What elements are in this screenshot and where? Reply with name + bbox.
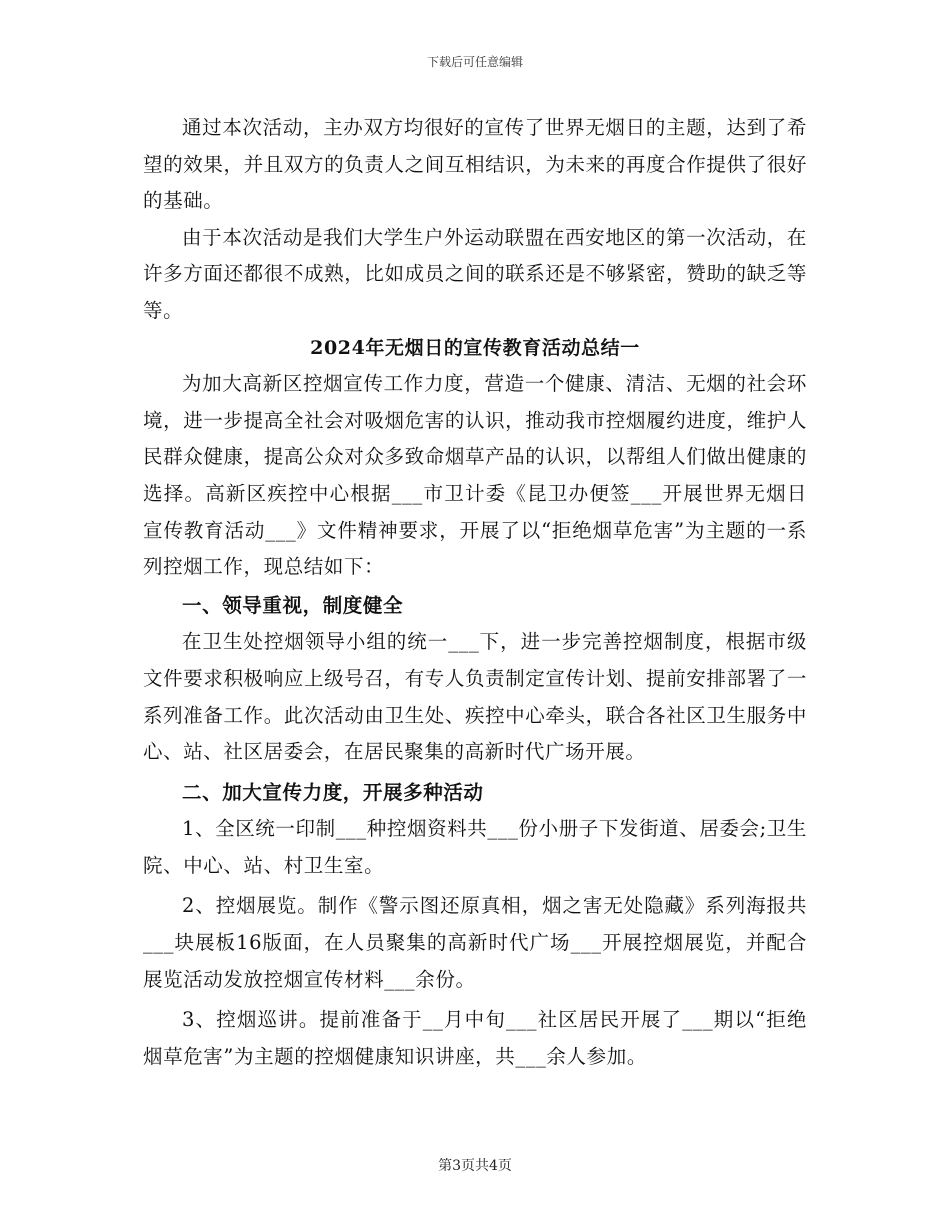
paragraph-publicity-exhibition: 2、控烟展览。制作《警示图还原真相，烟之害无处隐藏》系列海报共___块展板16版面，在人员聚集的高新时代广场___开展控烟展览，并配合展览活动发放控烟宣传材料___余份。 bbox=[143, 894, 807, 991]
paragraph-publicity-materials: 1、全区统一印制___种控烟资料共___份小册子下发街道、居委会;卫生院、中心、站、村卫生室。 bbox=[143, 817, 807, 877]
paragraph-activity-result: 通过本次活动，主办双方均很好的宣传了世界无烟日的主题，达到了希望的效果，并且双方的负责人之间互相结识，为未来的再度合作提供了很好的基础。 bbox=[143, 116, 807, 213]
paragraph-activity-shortcomings: 由于本次活动是我们大学生户外运动联盟在西安地区的第一次活动，在许多方面还都很不成熟，比如成员之间的联系还是不够紧密，赞助的缺乏等等。 bbox=[143, 225, 807, 322]
document-body bbox=[143, 110, 807, 1075]
heading-leadership: 一、领导重视，制度健全 bbox=[182, 593, 404, 617]
paragraph-publicity-lectures: 3、控烟巡讲。提前准备于__月中旬___社区居民开展了___期以“拒绝烟草危害”为主题的控烟健康知识讲座，共___余人参加。 bbox=[143, 1008, 807, 1068]
section-title: 2024年无烟日的宣传教育活动总结一 bbox=[310, 336, 640, 359]
paragraph-leadership: 在卫生处控烟领导小组的统一___下，进一步完善控烟制度，根据市级文件要求积极响应上级号召，有专人负责制定宣传计划、提前安排部署了一系列准备工作。此次活动由卫生处、疾控中心牵头，联合各社区卫生服务中心、站、社区居委会，在居民聚集的高新时代广场开展。 bbox=[143, 630, 807, 764]
page-number: 第3页共4页 bbox=[438, 1158, 512, 1174]
page-header: 下载后可任意编辑 bbox=[426, 55, 523, 69]
paragraph-section-intro: 为加大高新区控烟宣传工作力度，营造一个健康、清洁、无烟的社会环境，进一步提高全社会对吸烟危害的认识，推动我市控烟履约进度，维护人民群众健康，提高公众对众多致命烟草产品的认识，以帮组人们做出健康的选择。高新区疾控中心根据___市卫计委《昆卫办便签___开展世界无烟日宣传教育活动___》文件精神要求，开展了以“拒绝烟草危害”为主题的一系列控烟工作，现总结如下： bbox=[143, 372, 807, 579]
heading-publicity: 二、加大宣传力度，开展多种活动 bbox=[182, 780, 484, 804]
